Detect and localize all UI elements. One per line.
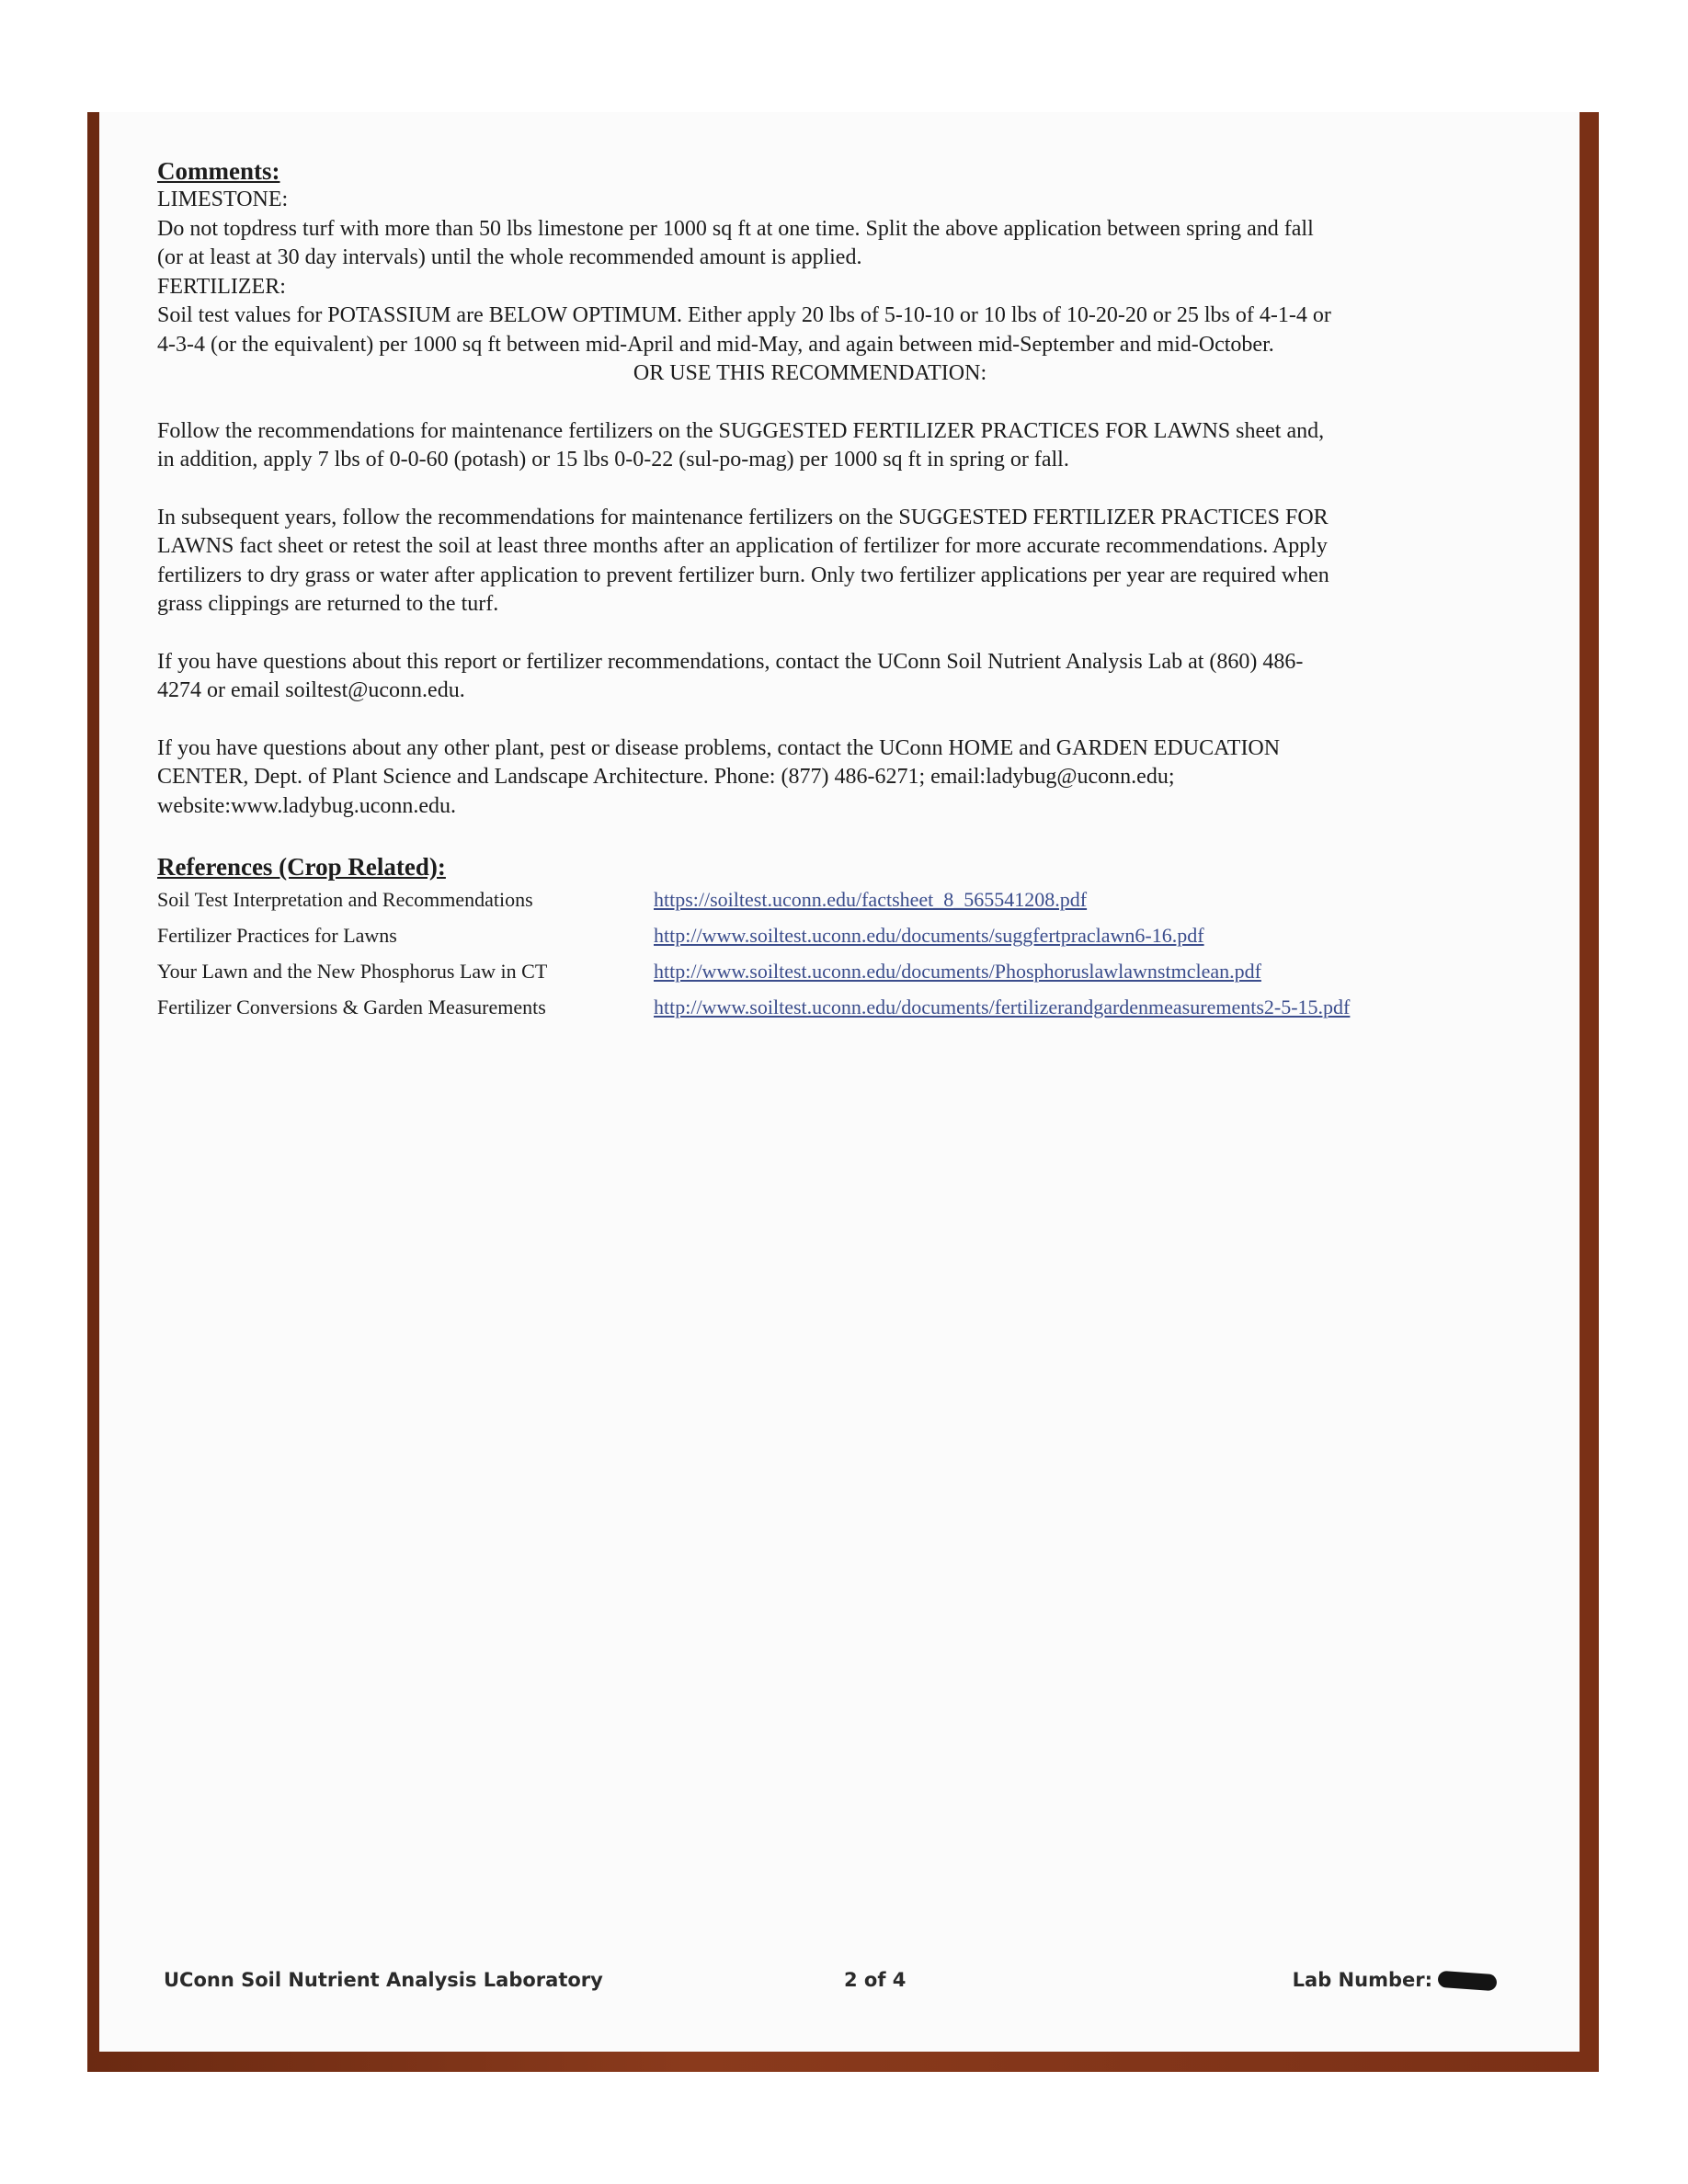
redaction-mark: [1437, 1971, 1497, 1991]
paragraph-line: website:www.ladybug.uconn.edu.: [157, 793, 457, 818]
references-list: [157, 882, 1463, 1025]
reference-title: Your Lawn and the New Phosphorus Law in CT: [157, 960, 548, 983]
reference-row: [157, 989, 1463, 1025]
paragraph-line: LAWNS fact sheet or retest the soil at least three months after an application of fertilizer for more accurate recommendations. Apply: [157, 534, 1328, 558]
fertilizer-label: FERTILIZER:: [157, 274, 286, 299]
reference-row: [157, 882, 1463, 917]
paragraph-line: fertilizers to dry grass or water after application to prevent fertilizer burn. Only two fertilizer applications per year are required when: [157, 563, 1329, 587]
paragraph-line: 4274 or email soiltest@uconn.edu.: [157, 678, 465, 702]
paragraph-line: If you have questions about any other plant, pest or disease problems, contact the UConn HOME and GARDEN EDUCATION: [157, 735, 1281, 760]
fertilizer-line: Soil test values for POTASSIUM are BELOW OPTIMUM. Either apply 20 lbs of 5-10-10 or 10 lbs of 10-20-20 or 25 lbs of 4-1-4 or: [157, 303, 1331, 327]
reference-row: [157, 953, 1463, 989]
paragraph-line: In subsequent years, follow the recommendations for maintenance fertilizers on the SUGGESTED FERTILIZER PRACTICES FOR: [157, 505, 1329, 529]
lab-number: [1293, 1969, 1497, 1991]
lab-number-label: Lab Number:: [1292, 1969, 1432, 1991]
document-page: [99, 112, 1580, 2052]
lab-contact-paragraph: [157, 648, 1463, 706]
footer-lab-name: UConn Soil Nutrient Analysis Laboratory: [164, 1969, 603, 1991]
page-content: [157, 156, 1463, 1025]
limestone-label: LIMESTONE:: [157, 188, 289, 211]
reference-link[interactable]: http://www.soiltest.uconn.edu/documents/fertilizerandgardenmeasurements2-5-15.pdf: [654, 995, 1351, 1018]
limestone-line: (or at least at 30 day intervals) until the whole recommended amount is applied.: [157, 245, 862, 269]
reference-link[interactable]: https://soiltest.uconn.edu/factsheet_8_565541208.pdf: [654, 888, 1088, 911]
paragraph-line: CENTER, Dept. of Plant Science and Landscape Architecture. Phone: (877) 486-6271; email:ladybug@uconn.edu;: [157, 765, 1175, 789]
subsequent-years-paragraph: [157, 504, 1463, 620]
reference-title: Fertilizer Conversions & Garden Measurements: [157, 995, 546, 1018]
reference-title: Soil Test Interpretation and Recommendations: [157, 888, 533, 911]
page-number: 2 of 4: [844, 1969, 907, 1991]
garden-center-paragraph: [157, 734, 1463, 822]
comments-heading: Comments:: [157, 157, 280, 185]
or-use-recommendation: OR USE THIS RECOMMENDATION:: [633, 361, 987, 385]
reference-link[interactable]: http://www.soiltest.uconn.edu/documents/suggfertpraclawn6-16.pdf: [654, 924, 1204, 947]
page-footer: [164, 1969, 1524, 2006]
paragraph-line: If you have questions about this report or fertilizer recommendations, contact the UConn Soil Nutrient Analysis Lab at (860) 486-: [157, 649, 1304, 674]
reference-link[interactable]: http://www.soiltest.uconn.edu/documents/Phosphoruslawlawnstmclean.pdf: [654, 960, 1261, 983]
limestone-line: Do not topdress turf with more than 50 lbs limestone per 1000 sq ft at one time. Split the above application between spring and fall: [157, 216, 1314, 241]
reference-title: Fertilizer Practices for Lawns: [157, 924, 397, 947]
fertilizer-line: 4-3-4 (or the equivalent) per 1000 sq ft between mid-April and mid-May, and again between mid-September and mid-October.: [157, 332, 1274, 357]
paragraph-line: in addition, apply 7 lbs of 0-0-60 (potash) or 15 lbs 0-0-22 (sul-po-mag) per 1000 sq ft in spring or fall.: [157, 448, 1069, 472]
paragraph-line: Follow the recommendations for maintenance fertilizers on the SUGGESTED FERTILIZER PRACTICES FOR LAWNS sheet and,: [157, 418, 1325, 443]
references-heading: References (Crop Related):: [157, 853, 446, 881]
reference-row: [157, 917, 1463, 953]
paragraph-line: grass clippings are returned to the turf.: [157, 592, 499, 616]
maintenance-paragraph: [157, 417, 1463, 475]
